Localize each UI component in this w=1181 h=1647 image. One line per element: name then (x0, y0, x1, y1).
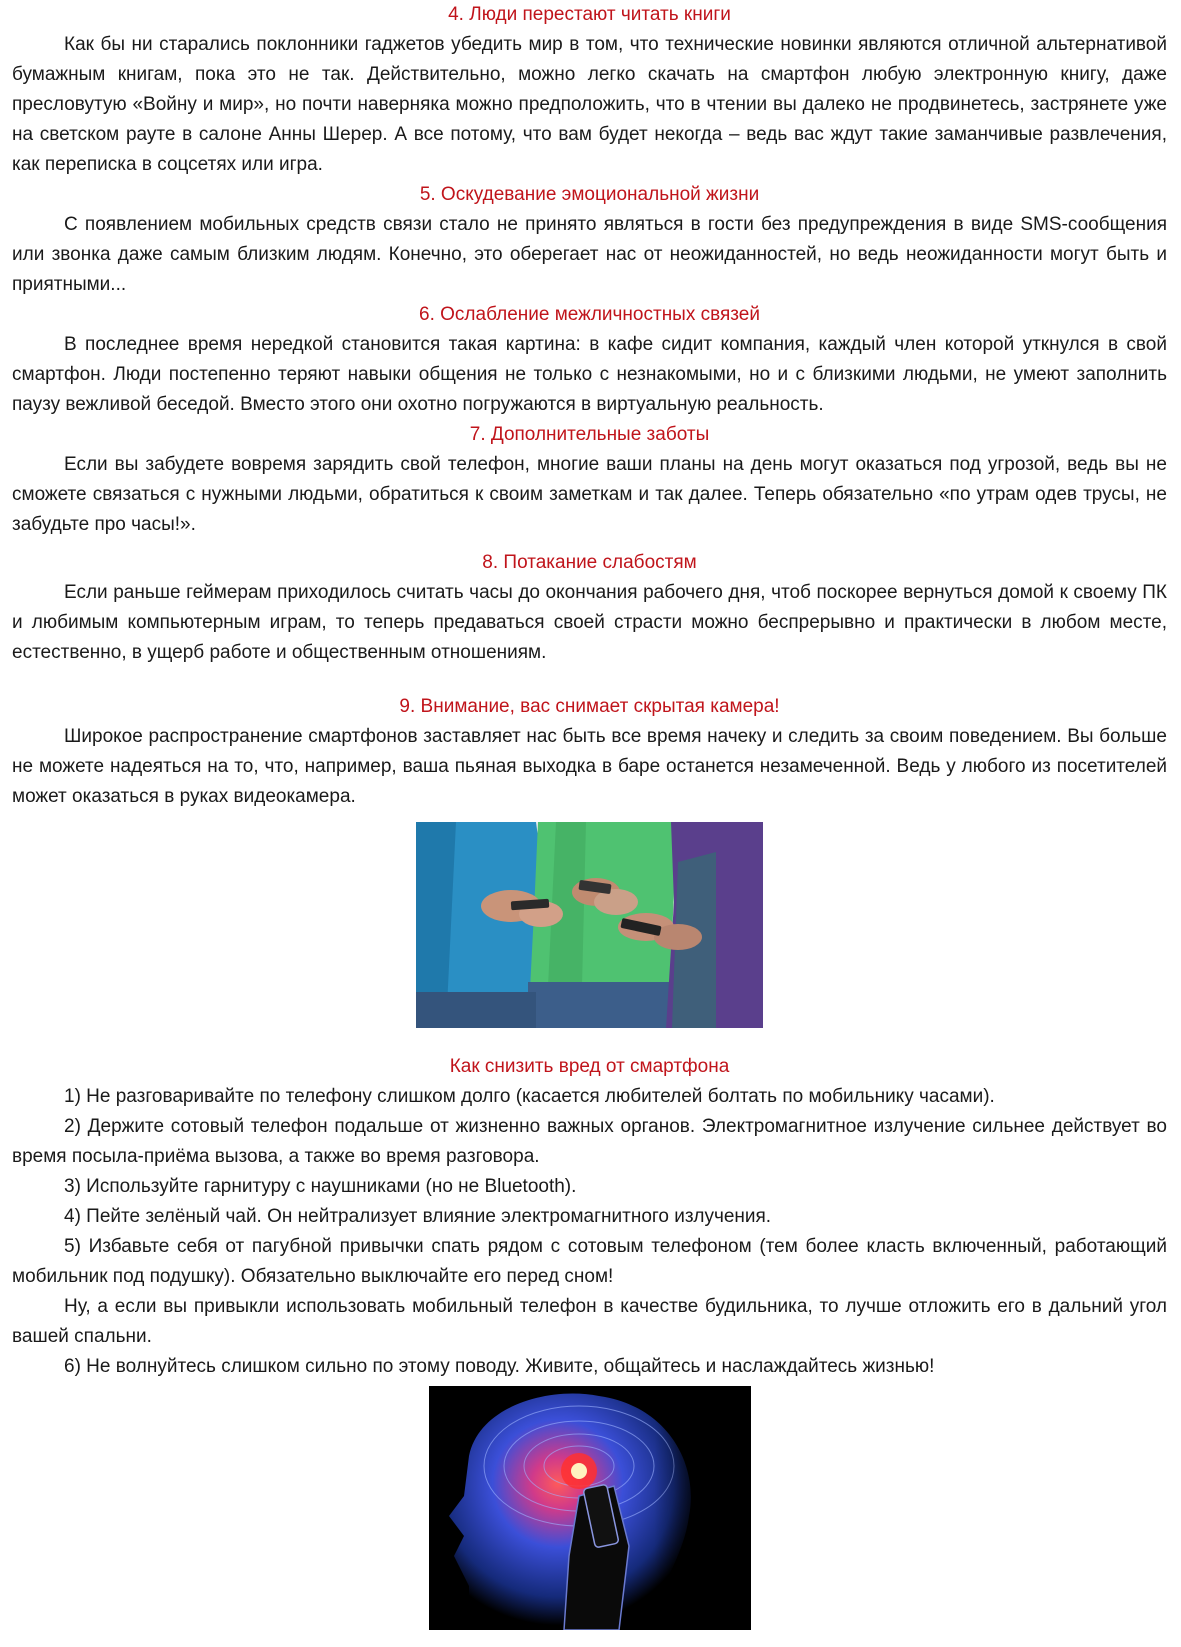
section-paragraph: Если раньше геймерам приходилось считать часы до окончания рабочего дня, чтоб поскорее вернуться домой к своему ПК и любимым компьютерным играм, то теперь предаваться своей страсти можно беспрерывно и практически в любом месте, естественно, в ущерб работе и общественным отношениям. (12, 582, 1167, 663)
section-paragraph: Если вы забудете вовремя зарядить свой телефон, многие ваши планы на день могут оказаться под угрозой, ведь вы не сможете связаться с нужными людьми, обратиться к своим заметкам и так далее. Теперь обязательно «по утрам одев трусы, не забудьте про часы!». (12, 454, 1167, 535)
section-paragraph: С появлением мобильных средств связи стало не принято являться в гости без предупреждения в виде SMS-сообщения или звонка даже самым близким людям. Конечно, это оберегает нас от неожиданностей, но ведь неожиданности могут быть и приятными... (12, 214, 1167, 295)
section-paragraph: Как бы ни старались поклонники гаджетов убедить мир в том, что технические новинки являются отличной альтернативой бумажным книгам, пока это не так. Действительно, можно легко скачать на смартфон любую электронную книгу, даже пресловутую «Войну и мир», но почти наверняка можно предположить, что в чтении вы далеко не продвинетесь, застрянете уже на светском рауте в салоне Анны Шерер. А все потому, что вам будет некогда – ведь вас ждут такие заманчивые развлечения, как переписка в соцсетях или игра. (12, 34, 1167, 175)
section-heading: 9. Внимание, вас снимает скрытая камера! (399, 696, 780, 717)
section-heading: 4. Люди перестают читать книги (448, 4, 731, 25)
tip-item: 1) Не разговаривайте по телефону слишком долго (касается любителей болтать по мобильнику часами). (64, 1086, 995, 1107)
section-heading: 6. Ослабление межличностных связей (419, 304, 760, 325)
people-with-smartphones-image (416, 822, 763, 1028)
tip-item: 5) Избавьте себя от пагубной привычки спать рядом с сотовым телефоном (тем более класть включенный, работающий мобильник под подушку). Обязательно выключайте его перед сном! (12, 1236, 1167, 1287)
section-paragraph: В последнее время нередкой становится такая картина: в кафе сидит компания, каждый член которой уткнулся в свой смартфон. Люди постепенно теряют навыки общения не только с незнакомыми, но и с близкими людьми, не умеют заполнить паузу вежливой беседой. Вместо этого они охотно погружаются в виртуальную реальность. (12, 334, 1167, 415)
tip-item: 2) Держите сотовый телефон подальше от жизненно важных органов. Электромагнитное излучение сильнее действует во время посыла-приёма вызова, а также во время разговора. (12, 1116, 1167, 1167)
tips-heading: Как снизить вред от смартфона (449, 1056, 730, 1077)
tip-item: Ну, а если вы привыкли использовать мобильный телефон в качестве будильника, то лучше отложить его в дальний угол вашей спальни. (12, 1296, 1167, 1347)
section-paragraph: Широкое распространение смартфонов заставляет нас быть все время начеку и следить за своим поведением. Вы больше не можете надеяться на то, что, например, ваша пьяная выходка в баре останется незамеченной. Ведь у любого из посетителей может оказаться в руках видеокамера. (12, 726, 1167, 807)
section-heading: 7. Дополнительные заботы (469, 424, 710, 445)
section-heading: 8. Потакание слабостям (482, 552, 697, 573)
article (12, 0, 1167, 1630)
tip-item: 4) Пейте зелёный чай. Он нейтрализует влияние электромагнитного излучения. (64, 1206, 772, 1227)
section-heading: 5. Оскудевание эмоциональной жизни (419, 184, 760, 205)
tip-item: 3) Используйте гарнитуру с наушниками (но не Bluetooth). (64, 1176, 577, 1197)
tip-item: 6) Не волнуйтесь слишком сильно по этому поводу. Живите, общайтесь и наслаждайтесь жизнью! (64, 1356, 935, 1377)
head-radiation-image (429, 1386, 751, 1630)
